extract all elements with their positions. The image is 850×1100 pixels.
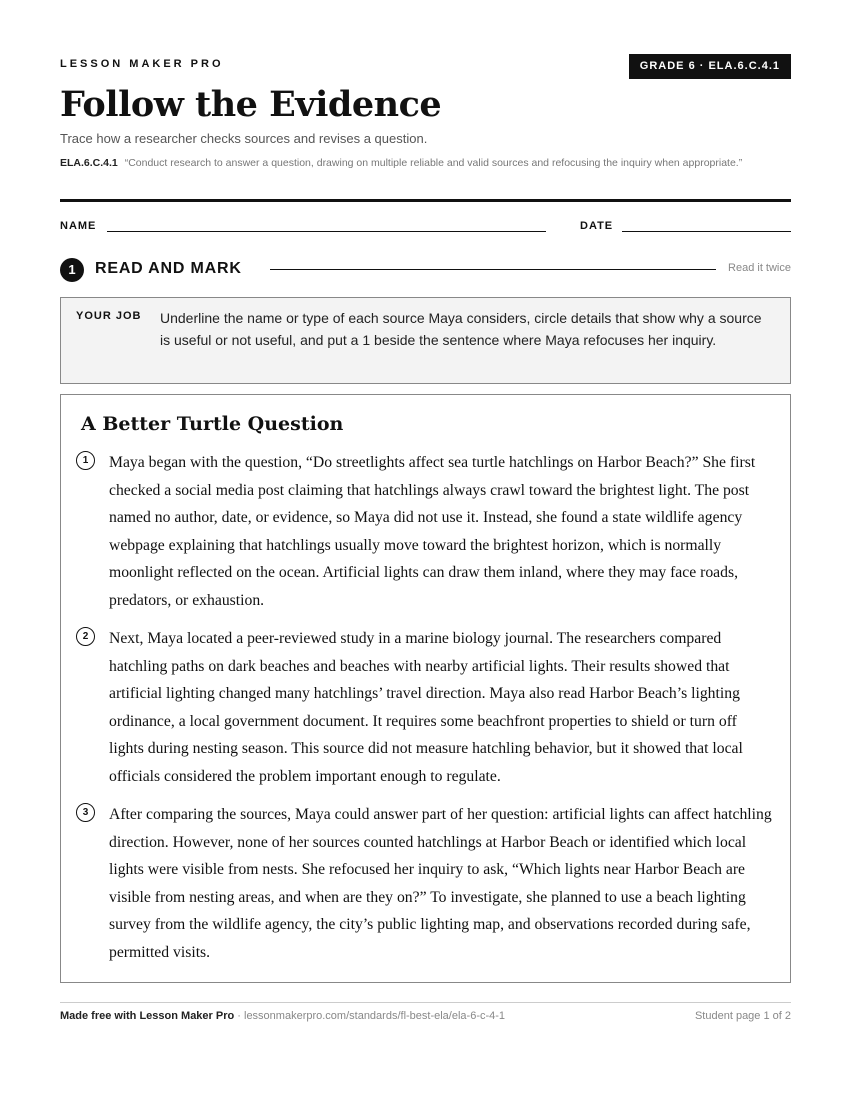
paragraph-number-badge: 2 <box>76 627 95 646</box>
paragraph-text: Maya began with the question, “Do streetlights affect sea turtle hatchlings on Harbor Beach?” She first checked a social media post claiming that hatchlings always crawl toward the brightest light. The post named no author, date, or evidence, so Maya did not use it. Instead, she found a state wildlife agency webpage explaining that hatchlings usually move toward the brightest horizon, which is normally moonlight reflected on the ocean. Artificial lights can draw them inland, where they may face roads, predators, or exhaustion. <box>109 454 756 609</box>
date-label: DATE <box>580 220 614 232</box>
paragraph-text: Next, Maya located a peer-reviewed study in a marine biology journal. The researchers compared hatchling paths on dark beaches and beaches with nearby artificial lights. Their results showed that artificial lighting changed many hatchlings’ travel direction. Maya also read Harbor Beach’s lighting ordinance, a local government document. It requires some beachfront properties to shield or turn off lights during nesting season. This source did not measure hatchling behavior, but it showed that local officials considered the problem important enough to regulate. <box>109 630 743 785</box>
standard-text: “Conduct research to answer a question, drawing on multiple reliable and valid sources and refocusing the inquiry when appropriate.” <box>124 157 743 169</box>
grade-badge: GRADE 6 · ELA.6.C.4.1 <box>629 54 791 79</box>
footer-made-by: Made free with Lesson Maker Pro <box>60 1010 235 1022</box>
passage-box <box>60 394 791 983</box>
paragraph-number-badge: 3 <box>76 803 95 822</box>
section-number-badge: 1 <box>60 258 84 282</box>
section-note: Read it twice <box>728 262 791 274</box>
your-job-text: Underline the name or type of each source Maya considers, circle details that show why a source is useful or not useful, and put a 1 beside the sentence where Maya refocuses her inquiry. <box>160 310 762 348</box>
footer-divider <box>60 1002 791 1003</box>
footer-url[interactable]: · lessonmakerpro.com/standards/fl-best-ela/ela-6-c-4-1 <box>234 1010 506 1022</box>
your-job-label: YOUR JOB <box>76 310 142 322</box>
paragraph-number-badge: 1 <box>76 451 95 470</box>
page-title: Follow the Evidence <box>60 84 442 125</box>
footer-page-number: Student page 1 of 2 <box>694 1010 791 1022</box>
section-title: READ AND MARK <box>95 260 242 277</box>
page-subtitle: Trace how a researcher checks sources and revises a question. <box>60 131 428 146</box>
standard-description <box>60 155 780 171</box>
name-field-line[interactable] <box>107 231 546 232</box>
footer-credit <box>60 1010 505 1022</box>
header-divider <box>60 199 791 202</box>
your-job-box <box>60 297 791 384</box>
passage-title: A Better Turtle Question <box>81 413 344 435</box>
date-field-line[interactable] <box>622 231 791 232</box>
section-divider <box>270 269 716 270</box>
name-label: NAME <box>60 220 97 232</box>
standard-code: ELA.6.C.4.1 <box>60 157 118 169</box>
paragraph-text: After comparing the sources, Maya could answer part of her question: artificial lights can affect hatchling direction. However, none of her sources counted hatchlings at Harbor Beach or identified which local lights were visible from nests. She refocused her inquiry to ask, “Which lights near Harbor Beach are visible from nesting areas, and when are they on?” To investigate, she planned to use a beach lighting survey from the wildlife agency, the city’s public lighting map, and observations recorded during safe, permitted visits. <box>109 806 772 961</box>
brand-name: LESSON MAKER PRO <box>60 58 224 70</box>
